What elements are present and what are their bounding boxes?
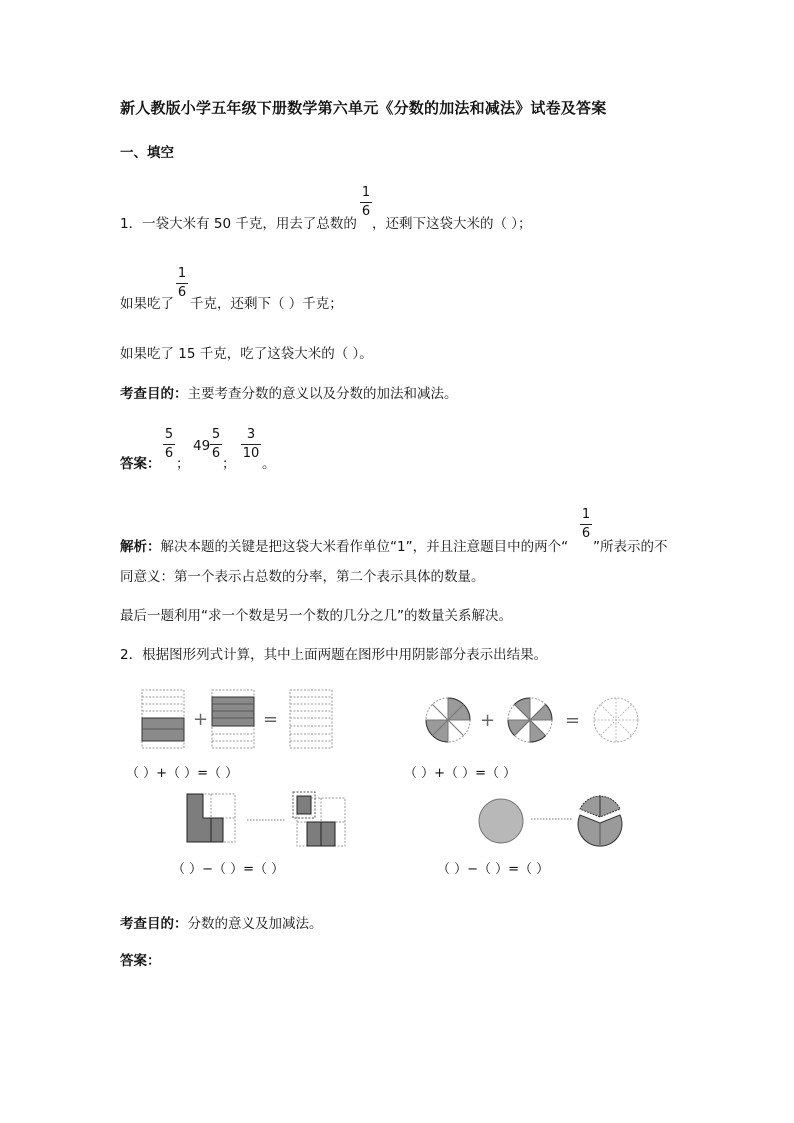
rect-result: [290, 690, 332, 748]
circle-2: [508, 698, 552, 742]
purpose-label: 考查目的：: [120, 916, 188, 932]
q1-line2-post: 千克，还剩下（ ）千克；: [190, 296, 343, 312]
q2-text: 2．根据图形列式计算，其中上面两题在图形中用阴影部分表示出结果。: [120, 647, 548, 663]
equals-sign: =: [565, 710, 581, 731]
frac-den: 6: [211, 446, 221, 461]
plus-sign: +: [193, 709, 209, 730]
analysis-text-2: 同意义：第一个表示占总数的分率，第二个表示具体的数量。: [120, 569, 485, 585]
frac-den: 6: [361, 204, 371, 219]
square-subtraction-figure: [185, 790, 355, 852]
eq-sub-right: （ ）−（ ）=（ ）: [437, 862, 550, 877]
frac-den: 10: [242, 446, 260, 461]
circle-subtraction-figure: [477, 795, 647, 847]
answer-whole-49: 49: [193, 438, 211, 454]
q1-analysis-line1: [120, 535, 568, 555]
eq-add-left: （ ）+（ ）=（ ）: [126, 766, 239, 781]
analysis-text-3: 最后一题利用“求一个数是另一个数的几分之几”的数量关系解决。: [120, 608, 512, 624]
q1-fraction-1-6: [360, 186, 372, 219]
purpose-text: 分数的意义及加减法。: [187, 916, 323, 932]
answer-fraction-1: [163, 428, 175, 461]
purpose-label: 考查目的：: [120, 386, 188, 402]
q1-purpose: [120, 382, 458, 402]
answer-fraction-3: [241, 428, 261, 461]
frac-num: 5: [164, 427, 174, 442]
circle-result: [594, 698, 638, 742]
q1-line2-pre: 如果吃了: [120, 296, 174, 312]
frac-den: 6: [581, 526, 591, 541]
answer-fraction-2: [210, 428, 222, 461]
answer-sep-2: ；: [222, 456, 236, 472]
section-heading: 一、填空: [120, 145, 174, 161]
eq-sub-left: （ ）−（ ）=（ ）: [172, 862, 285, 877]
frac-num: 1: [177, 266, 187, 281]
q1-line3: 如果吃了 15 千克，吃了这袋大米的（ ）。: [120, 346, 373, 362]
frac-num: 1: [361, 185, 371, 200]
equals-sign: =: [263, 709, 279, 730]
q1-answer-label: 答案：: [120, 456, 161, 472]
rect-1: [142, 690, 184, 748]
q1-line1-pre: 1．一袋大米有 50 千克，用去了总数的: [120, 216, 357, 232]
q1-line1-post: ，还剩下这袋大米的（ ）；: [372, 216, 532, 232]
analysis-label: 解析：: [120, 539, 161, 555]
plus-sign: +: [480, 710, 496, 731]
frac-num: 3: [246, 427, 256, 442]
square-1: [187, 794, 235, 842]
analysis-fraction: [580, 508, 592, 541]
analysis-text-1-post: ”所表示的不: [593, 539, 668, 555]
circle-full: [479, 799, 523, 843]
rect-2: [212, 690, 254, 748]
frac-num: 5: [211, 427, 221, 442]
circle-cut: [578, 795, 622, 846]
frac-num: 1: [581, 507, 591, 522]
answer-end: 。: [262, 456, 276, 472]
q2-answer-label: 答案：: [120, 953, 161, 969]
eq-add-right: （ ）+（ ）=（ ）: [404, 766, 517, 781]
answer-sep-1: ；: [176, 456, 190, 472]
analysis-text-1: 解决本题的关键是把这袋大米看作单位“1”，并且注意题目中的两个“: [160, 539, 569, 555]
frac-den: 6: [177, 285, 187, 300]
square-2: [293, 792, 345, 846]
purpose-text: 主要考查分数的意义以及分数的加法和减法。: [187, 386, 458, 402]
circle-1: [426, 698, 470, 742]
page-title: 新人教版小学五年级下册数学第六单元《分数的加法和减法》试卷及答案: [120, 99, 607, 117]
q2-purpose: [120, 912, 323, 932]
q1-fraction-1-6-b: [176, 267, 188, 300]
circle-addition-figure: [425, 696, 645, 748]
frac-den: 6: [164, 446, 174, 461]
rect-addition-figure: [140, 688, 340, 752]
